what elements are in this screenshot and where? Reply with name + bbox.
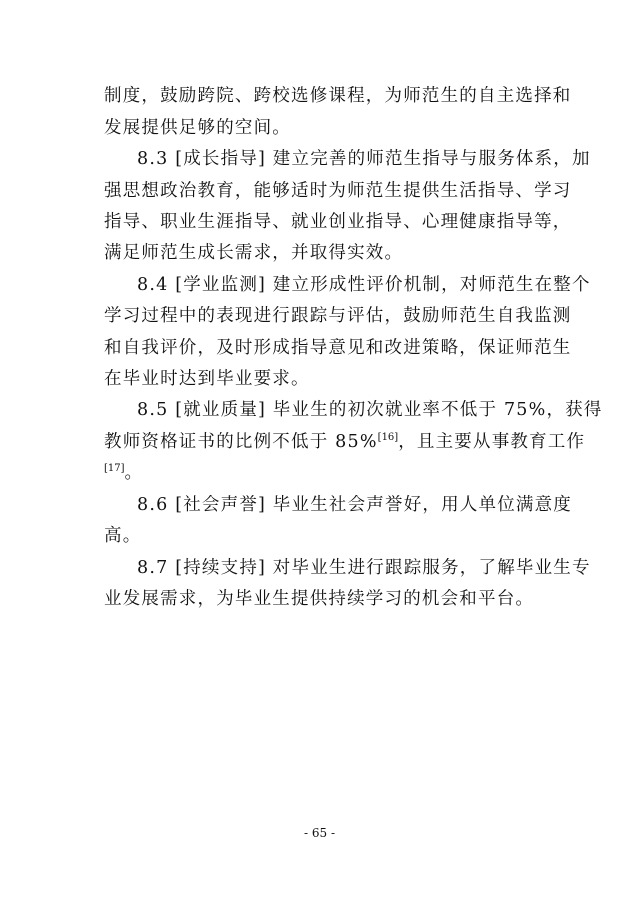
body-text-line: 强思想政治教育，能够适时为师范生提供生活指导、学习: [104, 181, 572, 201]
body-text-segment: 教师资格证书的比例不低于 85%: [104, 432, 378, 452]
body-text-line: 制度，鼓励跨院、跨校选修课程，为师范生的自主选择和: [104, 86, 572, 106]
body-text-line: 高。: [104, 526, 142, 546]
section-8-4-heading-line: 8.4 [学业监测] 建立形成性评价机制，对师范生在整个: [137, 275, 591, 295]
body-text-line: 发展提供足够的空间。: [104, 118, 291, 138]
section-8-6-heading-line: 8.6 [社会声誉] 毕业生社会声誉好，用人单位满意度: [137, 495, 573, 515]
body-text-line: 指导、职业生涯指导、就业创业指导、心理健康指导等，: [104, 212, 572, 232]
body-text-line: 满足师范生成长需求，并取得实效。: [104, 243, 404, 263]
body-text-line-with-citation: [104, 431, 586, 453]
body-text-line: 和自我评价，及时形成指导意见和改进策略，保证师范生: [104, 338, 572, 358]
body-text-line-with-citation: [104, 462, 540, 484]
section-8-5-heading-line: 8.5 [就业质量] 毕业生的初次就业率不低于 75%，获得: [137, 400, 603, 420]
body-text-segment: 。: [124, 463, 144, 483]
citation-16: [16]: [377, 432, 399, 444]
body-text-line: 业发展需求，为毕业生提供持续学习的机会和平台。: [104, 589, 535, 609]
body-text-line: 在毕业时达到毕业要求。: [104, 369, 310, 389]
citation-17: [17]: [104, 463, 125, 475]
section-8-3-heading-line: 8.3 [成长指导] 建立完善的师范生指导与服务体系，加: [137, 149, 591, 169]
body-text-line: 学习过程中的表现进行跟踪与评估，鼓励师范生自我监测: [104, 306, 572, 326]
page-number: - 65 -: [303, 826, 335, 840]
section-8-7-heading-line: 8.7 [持续支持] 对毕业生进行跟踪服务，了解毕业生专: [137, 558, 591, 578]
body-text-segment: ，且主要从事教育工作: [398, 432, 586, 452]
